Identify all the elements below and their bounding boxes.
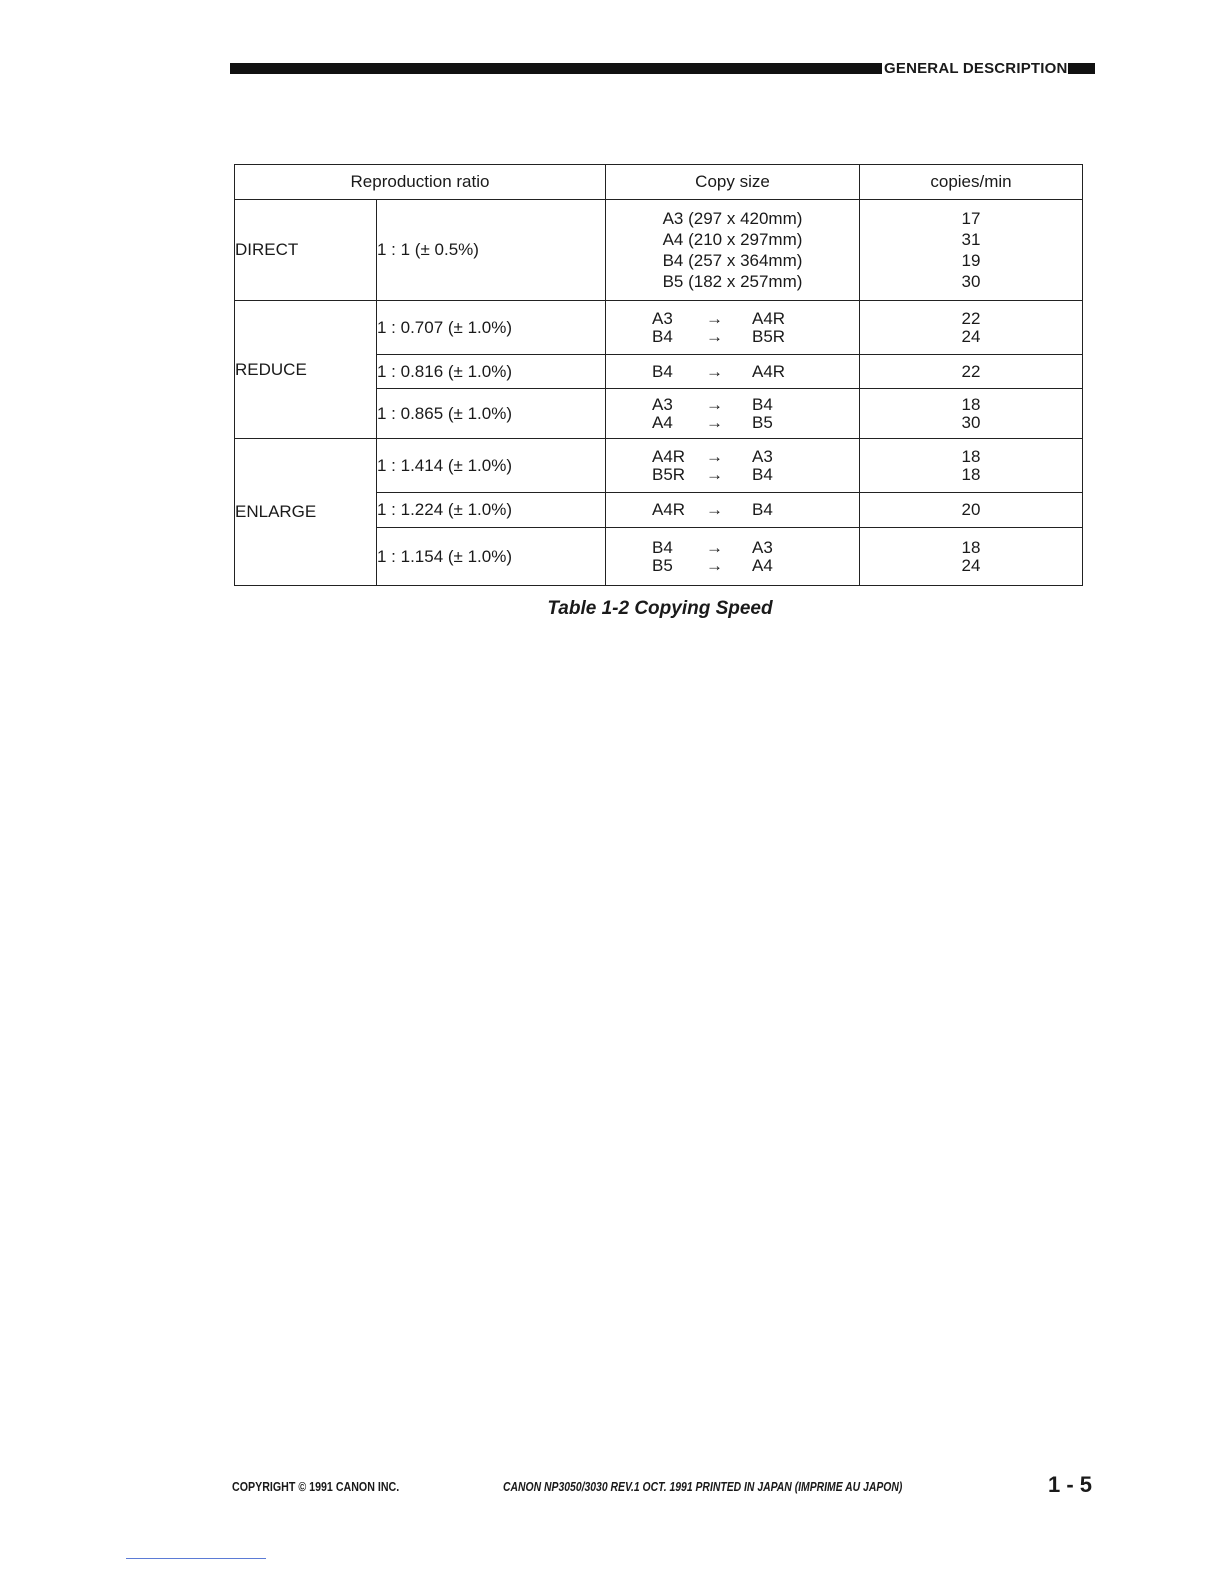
header-rule-end	[1068, 63, 1095, 74]
header-copies-per-min: copies/min	[860, 165, 1083, 200]
size-to: A3	[752, 446, 773, 466]
size-to: B4	[752, 500, 773, 519]
size-item: A4 (210 x 297mm)	[662, 230, 803, 249]
size-from: A3	[652, 394, 673, 414]
ratio-cell: 1 : 1.414 (± 1.0%)	[377, 439, 606, 493]
size-to: A4R	[752, 308, 786, 328]
size-item: A3 (297 x 420mm)	[662, 209, 803, 228]
speed-value: 30	[961, 412, 981, 432]
speed-value: 22	[961, 361, 981, 381]
size-from: B4	[652, 326, 673, 346]
header-rule	[230, 63, 882, 74]
speed-value: 31	[961, 230, 981, 249]
ratio-cell: 1 : 1 (± 0.5%)	[377, 200, 606, 301]
mode-direct: DIRECT	[235, 200, 377, 301]
size-from: B5	[652, 555, 673, 575]
speed-value: 20	[961, 500, 981, 519]
size-from: A3	[652, 308, 673, 328]
ratio-cell: 1 : 0.865 (± 1.0%)	[377, 389, 606, 439]
mode-enlarge: ENLARGE	[235, 439, 377, 586]
copying-speed-table	[234, 164, 1083, 586]
size-from: B4	[652, 537, 673, 557]
header-reproduction-ratio: Reproduction ratio	[235, 165, 606, 200]
speed-value: 18	[961, 464, 981, 484]
size-from: B4	[652, 361, 673, 381]
size-from: A4R	[652, 500, 686, 519]
arrow-icon: →	[706, 555, 723, 575]
arrow-icon: →	[706, 326, 723, 346]
speed-value: 24	[961, 326, 981, 346]
copy-size-cell	[606, 439, 860, 493]
speed-value: 30	[961, 272, 981, 291]
footer-edition: CANON NP3050/3030 REV.1 OCT. 1991 PRINTED IN JAPAN (IMPRIME AU JAPON)	[503, 1479, 903, 1494]
table-header-row	[235, 165, 1083, 200]
speed-value: 19	[961, 251, 981, 270]
footer-copyright: COPYRIGHT © 1991 CANON INC.	[232, 1479, 400, 1494]
size-item: B4 (257 x 364mm)	[662, 251, 803, 270]
speed-cell	[860, 439, 1083, 493]
speed-cell	[860, 528, 1083, 586]
copy-size-cell	[606, 301, 860, 355]
size-to: B4	[752, 464, 773, 484]
size-to: B4	[752, 394, 773, 414]
size-from: A4R	[652, 446, 686, 466]
speed-value: 17	[961, 209, 981, 228]
ratio-cell: 1 : 0.707 (± 1.0%)	[377, 301, 606, 355]
copy-size-cell	[606, 200, 860, 301]
table-row-direct	[235, 200, 1083, 301]
speed-cell	[860, 200, 1083, 301]
bottom-rule	[126, 1558, 266, 1559]
size-item: B5 (182 x 257mm)	[662, 272, 803, 291]
speed-value: 18	[961, 537, 981, 557]
page-number: 1 - 5	[1048, 1472, 1093, 1497]
ratio-cell: 1 : 1.154 (± 1.0%)	[377, 528, 606, 586]
arrow-icon: →	[706, 537, 723, 557]
table-row-reduce-1	[235, 301, 1083, 355]
arrow-icon: →	[706, 308, 723, 328]
section-title: GENERAL DESCRIPTION	[884, 60, 1068, 77]
copy-size-cell	[606, 528, 860, 586]
copy-size-cell	[606, 493, 860, 528]
table-row-enlarge-1	[235, 439, 1083, 493]
speed-value: 18	[961, 446, 981, 466]
table-caption: Table 1-2 Copying Speed	[547, 598, 773, 619]
size-to: A3	[752, 537, 773, 557]
size-to: B5R	[752, 326, 786, 346]
speed-cell	[860, 355, 1083, 389]
header-copy-size: Copy size	[606, 165, 860, 200]
size-from: B5R	[652, 464, 686, 484]
arrow-icon: →	[706, 361, 723, 381]
speed-value: 24	[961, 555, 981, 575]
arrow-icon: →	[706, 464, 723, 484]
arrow-icon: →	[706, 412, 723, 432]
arrow-icon: →	[706, 446, 723, 466]
speed-value: 18	[961, 394, 981, 414]
size-from: A4	[652, 412, 673, 432]
ratio-cell: 1 : 0.816 (± 1.0%)	[377, 355, 606, 389]
speed-cell	[860, 389, 1083, 439]
speed-cell	[860, 493, 1083, 528]
size-to: A4	[752, 555, 773, 575]
arrow-icon: →	[706, 394, 723, 414]
size-to: A4R	[752, 361, 786, 381]
arrow-icon: →	[706, 500, 723, 519]
mode-reduce: REDUCE	[235, 301, 377, 439]
copy-size-cell	[606, 355, 860, 389]
copy-size-cell	[606, 389, 860, 439]
speed-value: 22	[961, 308, 981, 328]
size-to: B5	[752, 412, 773, 432]
speed-cell	[860, 301, 1083, 355]
ratio-cell: 1 : 1.224 (± 1.0%)	[377, 493, 606, 528]
